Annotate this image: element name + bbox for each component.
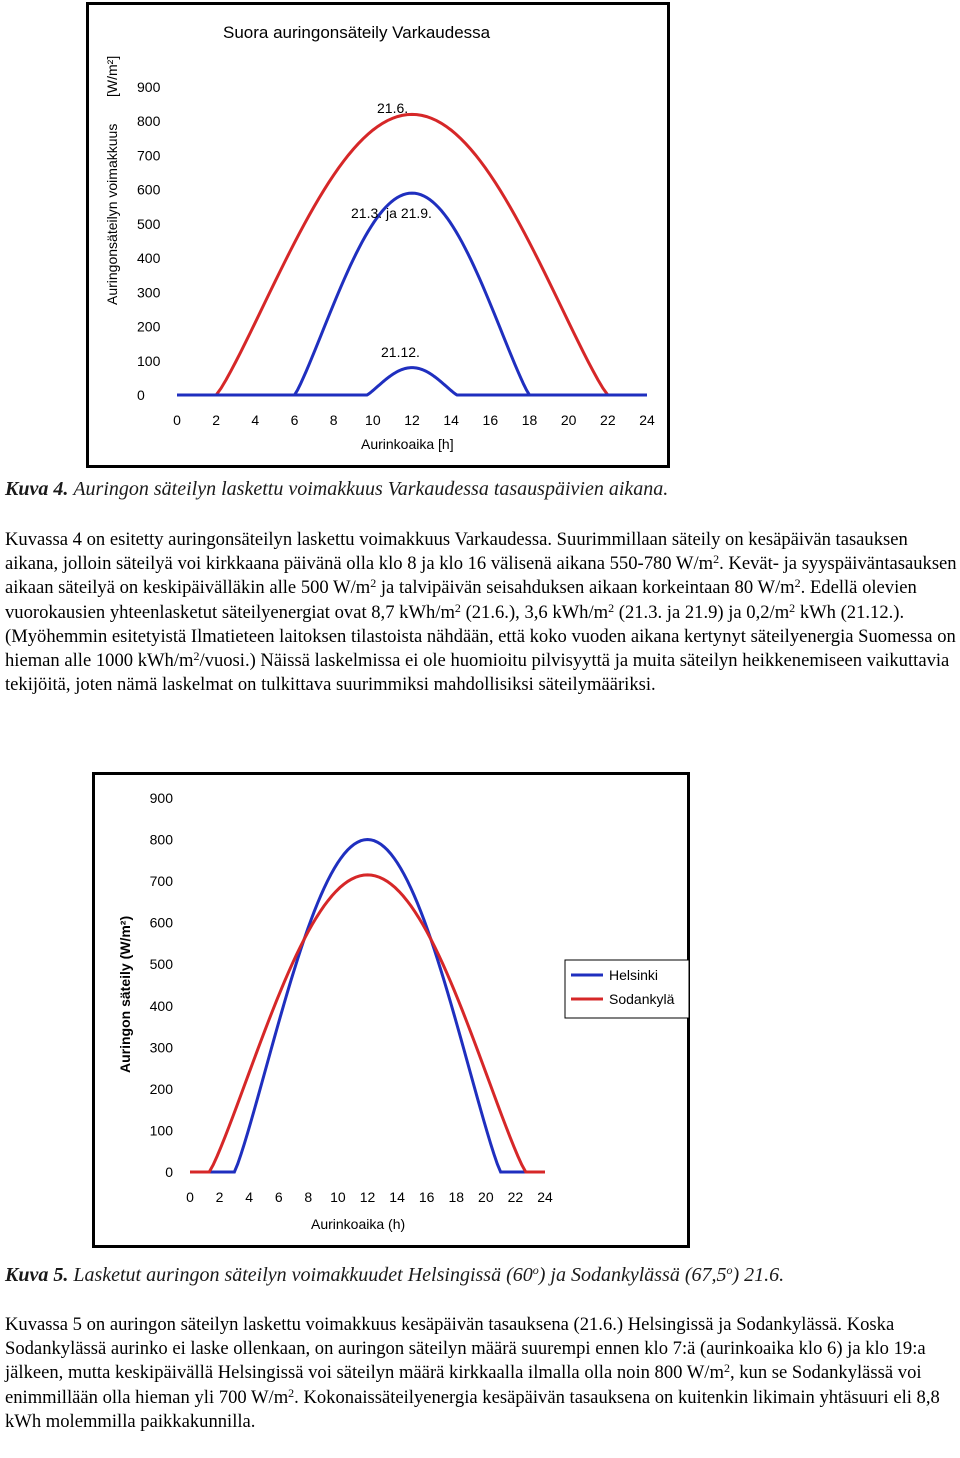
- x-tick-label: 12: [359, 1189, 376, 1205]
- chart-varkaus: [89, 5, 667, 465]
- y-tick-label: 800: [137, 113, 161, 130]
- series-line: [177, 193, 647, 395]
- superscript: 2: [193, 649, 200, 664]
- paragraph-1-text: . Edellä olevien vuorokausien yhteenlasketut säteilyenergiat ovat 8,7 kWh/m: [5, 577, 917, 623]
- x-tick-label: 12: [404, 412, 420, 428]
- superscript: o: [532, 1263, 539, 1277]
- legend-label: Sodankylä: [609, 991, 675, 1007]
- legend-label: Helsinki: [609, 967, 659, 983]
- paragraph-1-text: (21.6.), 3,6 kWh/m: [460, 601, 609, 623]
- x-tick-label: 0: [173, 412, 181, 428]
- x-tick-label: 6: [274, 1189, 283, 1205]
- x-tick-label: 18: [521, 412, 538, 428]
- y-tick-label: 600: [149, 914, 173, 931]
- superscript: 2: [608, 600, 615, 615]
- superscript: 2: [723, 1361, 730, 1376]
- x-tick-label: 10: [330, 1189, 346, 1205]
- y-tick-label: 800: [149, 831, 173, 848]
- series-line: [190, 875, 545, 1172]
- y-tick-label: 400: [137, 250, 161, 267]
- y-axis-label: Auringonsäteilyn voimakkuus: [104, 123, 120, 305]
- paragraph-2-text: , kun se Sodankylässä voi enimmillään olla hieman yli 700 W/m: [5, 1362, 922, 1408]
- x-tick-label: 0: [186, 1189, 194, 1205]
- y-tick-label: 200: [149, 1080, 173, 1097]
- series-line: [177, 368, 647, 395]
- superscript: 2: [713, 552, 720, 567]
- series-label: 21.6.: [377, 100, 409, 116]
- x-tick-label: 22: [600, 412, 616, 428]
- x-tick-label: 14: [389, 1189, 405, 1205]
- y-tick-label: 0: [137, 387, 145, 403]
- paragraph-1-text: kWh (21.12.). (Myöhemmin esitetyistä Ilmatieteen laitoksen tilastoista nähdään, että koko vuoden aikana kertynyt säteilyenergia Suomessa on hieman alle 1000 kWh/m: [5, 601, 956, 672]
- x-tick-label: 2: [212, 412, 221, 428]
- paragraph-2-text: . Kokonaissäteilyenergia kesäpäivän tasauksena on kuitenkin likimain yhtäsuuri eli 8,8 kWh molemmilla paikkakunnilla.: [5, 1386, 940, 1432]
- series-label: 21.12.: [381, 344, 420, 360]
- paragraph-1-text: /vuosi.) Näissä laskelmissa ei ole huomioitu pilvisyyttä ja muita säteilyn heikkenemiseen vaikuttavia tekijöitä, joten nämä laskelmat on tulkittava suurimmiksi mahdollisiksi säteilymääriksi.: [5, 650, 950, 696]
- y-tick-label: 500: [137, 215, 161, 232]
- y-tick-label: 700: [149, 873, 173, 890]
- x-tick-label: 4: [245, 1189, 254, 1205]
- y-tick-label: 100: [149, 1122, 173, 1139]
- superscript: 2: [789, 600, 796, 615]
- figure-5-text-part: ) 21.6.: [732, 1264, 785, 1286]
- x-tick-label: 8: [304, 1189, 313, 1205]
- y-tick-label: 900: [149, 790, 173, 806]
- superscript: 2: [794, 576, 801, 591]
- chart-helsinki-sodankyla: [95, 775, 687, 1245]
- y-tick-label: 200: [137, 318, 161, 335]
- figure-4-label: Kuva 4.: [5, 478, 69, 500]
- y-axis-label: Auringon säteily (W/m²): [117, 915, 133, 1073]
- series-label: 21.3. ja 21.9.: [351, 205, 432, 221]
- paragraph-2-text: Kuvassa 5 on auringon säteilyn laskettu voimakkuus kesäpäivän tasauksena (21.6.) Helsingissä ja Sodankylässä. Koska Sodankylässä aurinko ei laske ollenkaan, on auringon säteilyn määrä suurempi ennen klo 7:ä (aurinkoaika klo 6) ja klo 19:a jälkeen, mutta keskipäivällä Helsingissä voi säteilyn määrä kirkkaalla ilmalla olla noin 800 W/m: [5, 1314, 926, 1384]
- x-tick-label: 20: [478, 1189, 494, 1205]
- x-tick-label: 24: [639, 412, 655, 428]
- figure-5-text-part: Lasketut auringon säteilyn voimakkuudet Helsingissä (60: [73, 1264, 533, 1286]
- chart-helsinki-sodankyla-frame: [92, 772, 690, 1248]
- y-tick-label: 300: [149, 1039, 173, 1056]
- x-tick-label: 4: [251, 412, 260, 428]
- chart-varkaus-frame: [86, 2, 670, 468]
- figure-4-text: Auringon säteilyn laskettu voimakkuus Varkaudessa tasauspäivien aikana.: [73, 478, 669, 500]
- paragraph-1-text: . Kevät- ja syyspäiväntasauksen aikaan säteilyä on keskipäivälläkin alle 500 W/m: [5, 553, 957, 599]
- y-tick-label: 900: [137, 79, 161, 95]
- y-tick-label: 100: [137, 352, 161, 369]
- y-tick-label: 0: [165, 1164, 173, 1180]
- x-tick-label: 20: [560, 412, 577, 428]
- y-axis-unit: [W/m²]: [104, 55, 120, 97]
- y-tick-label: 400: [149, 997, 173, 1014]
- x-tick-label: 18: [448, 1189, 465, 1205]
- y-tick-label: 600: [137, 181, 161, 198]
- x-tick-label: 10: [365, 412, 381, 428]
- series-line: [190, 840, 545, 1172]
- superscript: 2: [288, 1385, 295, 1400]
- chart-title: Suora auringonsäteily Varkaudessa: [223, 23, 491, 42]
- superscript: 2: [370, 576, 377, 591]
- x-tick-label: 6: [290, 412, 299, 428]
- x-tick-label: 14: [443, 412, 459, 428]
- y-tick-label: 500: [149, 956, 173, 973]
- paragraph-1: [5, 528, 960, 697]
- figure-5-text-part: ) ja Sodankylässä (67,5: [538, 1264, 727, 1286]
- y-tick-label: 300: [137, 284, 161, 301]
- figure-5-text: [73, 1264, 784, 1286]
- x-tick-label: 22: [507, 1189, 524, 1205]
- figure-5-label: Kuva 5.: [5, 1264, 69, 1286]
- y-tick-label: 700: [137, 147, 161, 164]
- x-axis-label: Aurinkoaika (h): [311, 1216, 406, 1232]
- figure-4-caption: [5, 478, 668, 501]
- x-tick-label: 16: [482, 412, 499, 428]
- paragraph-1-text: ja talvipäivän seisahduksen aikaan korkeintaan 80 W/m: [376, 577, 795, 599]
- x-tick-label: 8: [329, 412, 338, 428]
- paragraph-2: [5, 1313, 960, 1434]
- x-tick-label: 24: [537, 1189, 553, 1205]
- figure-5-caption: [5, 1264, 784, 1287]
- x-axis-label: Aurinkoaika [h]: [361, 436, 454, 452]
- x-tick-label: 16: [418, 1189, 435, 1205]
- superscript: 2: [454, 600, 461, 615]
- paragraph-1-text: (21.3. ja 21.9) ja 0,2/m: [614, 601, 790, 623]
- x-tick-label: 2: [215, 1189, 224, 1205]
- superscript: o: [726, 1263, 733, 1277]
- paragraph-1-text: Kuvassa 4 on esitetty auringonsäteilyn laskettu voimakkuus Varkaudessa. Suurimmillaan säteily on kesäpäivän tasauksen aikana, jolloin säteilyä voi kirkkaana päivänä olla klo 8 ja klo 16 välisenä aikana 550-780 W/m: [5, 529, 908, 575]
